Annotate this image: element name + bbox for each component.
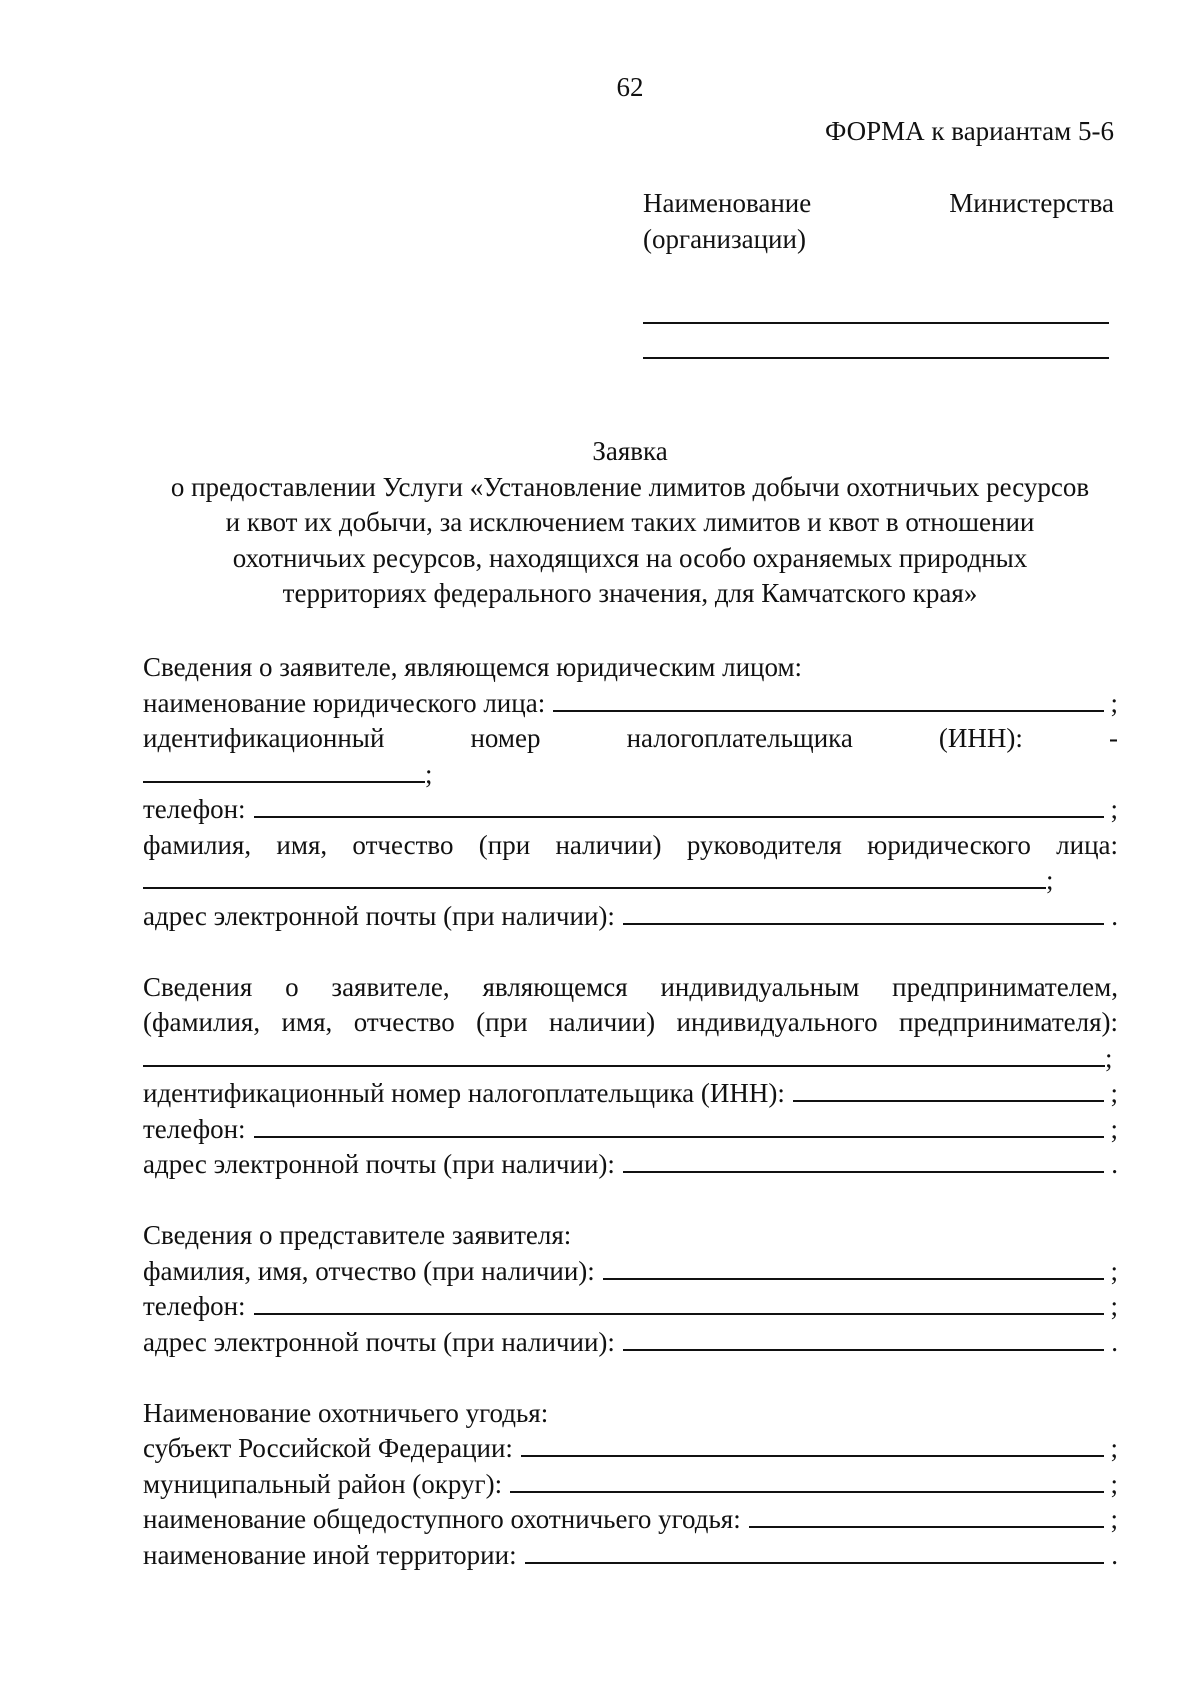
public-ground-field[interactable]: наименование общедоступного охотничьего угодья: ; [143,1502,1118,1538]
entrepreneur-inn-field[interactable]: идентификационный номер налогоплательщика (ИНН): ; [143,1076,1118,1112]
section-heading: Сведения о заявителе, являющемся индивидуальным предпринимателем, [143,971,1118,1002]
page-number: 62 [616,72,644,102]
representative-name-field[interactable]: фамилия, имя, отчество (при наличии): ; [143,1254,1118,1290]
field-label: наименование общедоступного охотничьего угодья: [143,1504,741,1534]
public-ground-input[interactable] [749,1504,1104,1528]
field-label: адрес электронной почты (при наличии): [143,1326,615,1357]
entrepreneur-name-input[interactable] [143,1043,1105,1067]
title-line: территориях федерального значения, для Камчатского края» [282,578,978,608]
other-territory-input[interactable] [525,1540,1104,1564]
subject-field[interactable]: субъект Российской Федерации: ; [143,1431,1118,1467]
field-label: телефон: [143,1113,246,1144]
addressee-blank-line-2[interactable] [643,357,1109,359]
representative-email-field[interactable]: адрес электронной почты (при наличии): . [143,1325,1118,1361]
representative-name-input[interactable] [603,1256,1104,1280]
legal-entity-name-input[interactable] [553,688,1104,712]
title-line: и квот их добычи, за исключением таких лимитов и квот в отношении [225,507,1035,537]
addressee-blank-line-1[interactable] [643,322,1109,324]
entrepreneur-email-field[interactable]: адрес электронной почты (при наличии): . [143,1147,1118,1183]
legal-entity-head-field[interactable]: ; [143,863,1118,899]
section-heading: Сведения о представителе заявителя: [143,1220,572,1250]
legal-entity-inn-label: идентификационный номер налогоплательщика (ИНН): - [143,723,1118,753]
section-heading: Сведения о заявителе, являющемся юридическим лицом: [143,652,803,682]
district-field[interactable]: муниципальный район (округ): ; [143,1467,1118,1503]
representative-phone-field[interactable]: телефон: ; [143,1289,1118,1325]
legal-entity-email-field[interactable]: адрес электронной почты (при наличии): . [143,899,1118,935]
entrepreneur-email-input[interactable] [623,1149,1104,1173]
entrepreneur-phone-input[interactable] [254,1114,1104,1138]
field-label: адрес электронной почты (при наличии): [143,1149,615,1179]
hunting-ground-section [143,1396,1118,1574]
other-territory-field[interactable]: наименование иной территории: . [143,1538,1118,1574]
legal-entity-phone-field[interactable]: телефон: ; [143,792,1118,828]
entrepreneur-section [143,970,1118,1183]
application-title [140,434,1120,612]
legal-entity-section [143,650,1118,934]
field-label: адрес электронной почты (при наличии): [143,900,615,931]
entrepreneur-name-field[interactable]: ; [143,1041,1118,1077]
addressee-word-ministry: Министерства [949,188,1114,218]
addressee-word-name: Наименование [643,188,812,218]
entrepreneur-name-label: (фамилия, имя, отчество (при наличии) индивидуального предпринимателя): [143,1007,1118,1037]
title-line: охотничьих ресурсов, находящихся на особо охраняемых природных [232,542,1028,573]
representative-phone-input[interactable] [254,1291,1104,1315]
subject-input[interactable] [521,1433,1104,1457]
legal-entity-head-input[interactable] [143,865,1046,889]
legal-entity-phone-input[interactable] [254,794,1104,818]
field-label: наименование юридического лица: [143,687,546,718]
form-reference: ФОРМА к вариантам 5-6 [825,116,1114,146]
district-input[interactable] [510,1469,1104,1493]
entrepreneur-inn-input[interactable] [793,1078,1104,1102]
field-label: фамилия, имя, отчество (при наличии): [143,1255,595,1286]
field-label: телефон: [143,1291,246,1321]
legal-entity-head-label: фамилия, имя, отчество (при наличии) руководителя юридического лица: [143,829,1118,860]
title-line: о предоставлении Услуги «Установление лимитов добычи охотничьих ресурсов [170,471,1090,502]
field-label: муниципальный район (округ): [143,1468,503,1499]
field-label: идентификационный номер налогоплательщика (ИНН): [143,1078,785,1108]
field-label: телефон: [143,794,246,824]
title-heading: Заявка [592,436,668,466]
section-heading: Наименование охотничьего угодья: [143,1397,549,1428]
entrepreneur-phone-field[interactable]: телефон: ; [143,1112,1118,1148]
representative-email-input[interactable] [623,1327,1104,1351]
addressee-block [643,186,1114,257]
field-label: субъект Российской Федерации: [143,1433,513,1463]
legal-entity-inn-field[interactable]: ; [143,757,1118,793]
form-sections [143,650,1118,1609]
legal-entity-inn-input[interactable] [143,759,425,783]
addressee-line-1 [643,186,1114,222]
field-label: наименование иной территории: [143,1539,517,1570]
representative-section [143,1218,1118,1360]
legal-entity-name-field[interactable]: наименование юридического лица: ; [143,686,1118,722]
legal-entity-email-input[interactable] [623,901,1104,925]
addressee-line-2: (организации) [643,223,806,254]
